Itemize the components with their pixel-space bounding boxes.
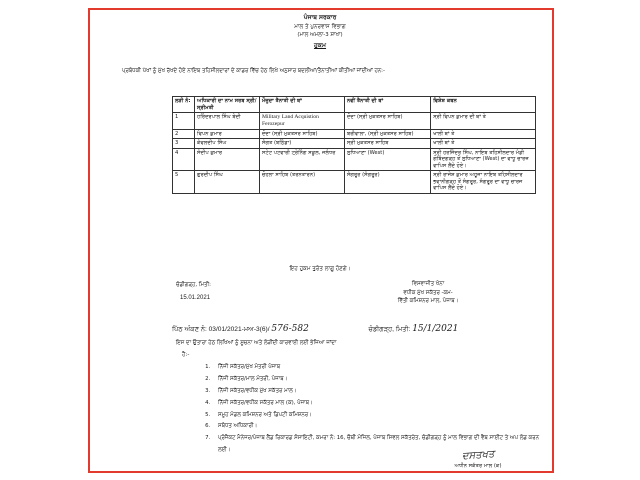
intro-paragraph: ਪ੍ਰਬੰਧਕੀ ਪੱਖਾਂ ਨੂੰ ਮੁੱਖ ਰੱਖਦੇ ਹੋਏ ਨਾਇਬ ਤਹਿਸੀਲਦਾਰਾਂ ਦੇ ਕਾਡਰ ਵਿੱਚ ਹੇਠ ਲਿਖੇ ਅਨੁਸਾਰ ਬਦਲੀਆਂ/ਤੈਨਾਤੀਆਂ ਕੀਤੀਆਂ ਜਾਂਦੀਆਂ ਹਨ:- bbox=[122, 68, 385, 74]
place-date-label: ਚੰਡੀਗੜ੍ਹ, ਮਿਤੀ: bbox=[176, 282, 211, 288]
branch-heading: (ਮਾਲ ਅਮਲਾ-3 ਸ਼ਾਖਾ) bbox=[297, 32, 343, 38]
to-label: ਹੈ:- bbox=[182, 352, 190, 358]
endorsement-date-label: ਚੰਡੀਗੜ੍ਹ, ਮਿਤੀ: bbox=[368, 326, 411, 333]
list-item: 2. ਨਿੱਜੀ ਸਕੱਤਰ/ਮਾਲ ਮੰਤਰੀ, ਪੰਜਾਬ। bbox=[212, 374, 552, 386]
cell-current: ਸੰਗਤ (ਬਠਿੰਡਾ) bbox=[260, 139, 345, 149]
order-effect-line: ਇਹ ਹੁਕਮ ਤੁਰੰਤ ਲਾਗੂ ਹੋਣਗੇ। bbox=[289, 266, 351, 272]
endorsement-prefix: ਪਿੱਠ ਅੰਕਣ ਨੰ: 03/01/2021-ਮਅ-3(6)/ bbox=[172, 326, 270, 333]
table-row bbox=[173, 148, 536, 171]
col-remarks: ਵਿਸ਼ੇਸ਼ ਕਥਨ bbox=[431, 97, 536, 113]
cell-remarks: ਸ੍ਰੀ ਵਿਪਨ ਕੁਮਾਰ ਦੀ ਥਾਂ ਤੇ bbox=[431, 113, 536, 130]
col-current-post: ਮੌਜੂਦਾ ਤੈਨਾਤੀ ਦੀ ਥਾਂ bbox=[260, 97, 345, 113]
list-item: 4. ਨਿੱਜੀ ਸਕੱਤਰ/ਵਧੀਕ ਸਕੱਤਰ ਮਾਲ (ਕ), ਪੰਜਾਬ। bbox=[212, 398, 552, 410]
col-serial: ਲੜੀ ਨੰ: bbox=[173, 97, 195, 113]
cell-name: ਹਰਿੰਦਰਪਾਲ ਸਿੰਘ ਬੇਦੀ bbox=[195, 113, 260, 130]
recipient-list bbox=[196, 362, 552, 457]
cell-name: ਗੁਰਦੀਪ ਸਿੰਘ bbox=[195, 171, 260, 194]
signatory-office: ਵਿੱਤੀ ਕਮਿਸ਼ਨਰ ਮਾਲ, ਪੰਜਾਬ। bbox=[397, 298, 459, 305]
cell-new: ਸ੍ਰੀ ਮੁਕਤਸਰ ਸਾਹਿਬ bbox=[344, 139, 430, 149]
cell-remarks: ਖਾਲੀ ਥਾਂ ਤੇ bbox=[431, 139, 536, 149]
cell-serial: 1 bbox=[173, 113, 195, 130]
cell-serial: 2 bbox=[173, 129, 195, 139]
cell-current: Military Land Acquistion Ferozepur bbox=[260, 113, 345, 130]
page-border-top bbox=[88, 8, 554, 10]
list-item: 7. ਪ੍ਰੋਜੈਕਟ ਮੈਨੇਜਰ/ਪੰਜਾਬ ਲੈਂਡ ਰਿਕਾਰਡ ਸੋਸਾਇਟੀ, ਕਮਰਾ ਨੰ: 16, ਚੌਥੀ ਮੰਜਿਲ, ਪੰਜਾਬ ਸਿਵਲ ਸਕੱਤਰੇਤ, ਚੰਡੀਗੜ੍ਹ ਨੂੰ ਮਾਲ ਵਿਭਾਗ ਦੀ ਵੈਬ ਸਾਈਟ ਤੇ ਅਪ ਲੋਡ ਕਰਨ ਲਈ। bbox=[212, 433, 552, 457]
col-officer-name: ਅਧਿਕਾਰੀ ਦਾ ਨਾਮ ਸਰਬ ਸ੍ਰੀ/ਸ੍ਰੀਮਤੀ bbox=[195, 97, 260, 113]
endorsement-date: 15/1/2021 bbox=[412, 324, 459, 334]
document-page bbox=[96, 12, 544, 468]
list-item: 1. ਨਿੱਜੀ ਸਕੱਤਰ/ਮੁੱਖ ਮੰਤਰੀ ਪੰਜਾਬ bbox=[212, 362, 552, 374]
table-row bbox=[173, 129, 536, 139]
order-title: ਹੁਕਮ bbox=[313, 42, 327, 49]
signatory-name: ਵਿਸਵਾਜੀਤ ਖੰਨਾ bbox=[411, 281, 445, 287]
list-item: 3. ਨਿੱਜੀ ਸਕੱਤਰ/ਵਧੀਕ ਮੁੱਖ ਸਕੱਤਰ ਮਾਲ। bbox=[212, 386, 552, 398]
cell-current: ਸਟੇਟ ਪਟਵਾਰੀ ਟ੍ਰੇਨਿੰਗ ਸਕੂਲ, ਜਲੰਧਰ bbox=[260, 148, 345, 171]
order-date: 15.01.2021 bbox=[180, 295, 211, 301]
department-heading: ਮਾਲ ਤੇ ਪੁਨਰਵਾਸ ਵਿਭਾਗ bbox=[294, 24, 346, 30]
cell-remarks: ਸ੍ਰੀ ਹਰਜਿੰਦਰ ਸਿੰਘ, ਨਾਇਬ ਤਹਿਸੀਲਦਾਰ ਮੰਡੀ ਗੋਬਿੰਦਗੜ੍ਹ ਤੋਂ ਲੁਧਿਆਣਾ (West) ਦਾ ਵਾਧੂ ਚਾਰਜ ਵਾਪਿਸ ਲੈਂਦੇ ਹੋਏ। bbox=[431, 148, 536, 171]
cell-current: ਦੋਦਾ (ਸ੍ਰੀ ਮੁਕਤਸਰ ਸਾਹਿਬ) bbox=[260, 129, 345, 139]
table-header-row bbox=[173, 97, 536, 113]
signatory-block bbox=[328, 280, 528, 306]
cell-new: ਸੰਗਰੂਰ (ਸੰਗਰੂਰ) bbox=[344, 171, 430, 194]
cell-current: ਚੋਹਲਾ ਸਾਹਿਬ (ਤਰਨਤਾਰਨ) bbox=[260, 171, 345, 194]
cell-serial: 3 bbox=[173, 139, 195, 149]
table-row bbox=[173, 113, 536, 130]
cell-new: ਬਰੀਵਾਲਾ, (ਸ੍ਰੀ ਮੁਕਤਸਰ ਸਾਹਿਬ) bbox=[344, 129, 430, 139]
list-item: 6. ਸਬੰਧਤ ਅਧਿਕਾਰੀ। bbox=[212, 421, 552, 433]
table-row bbox=[173, 139, 536, 149]
cell-serial: 5 bbox=[173, 171, 195, 194]
govt-heading: ਪੰਜਾਬ ਸਰਕਾਰ bbox=[303, 14, 337, 21]
transfer-table bbox=[172, 96, 536, 194]
list-item: 5. ਸਮੂਹ ਮੰਡਲ ਕਮਿਸ਼ਨਰ ਅਤੇ ਡਿਪਟੀ ਕਮਿਸ਼ਨਰ। bbox=[212, 410, 552, 422]
endorsement-number: 576-582 bbox=[271, 324, 309, 334]
undersecretary-role: ਅਧੀਨ ਸਕੱਤਰ ਮਾਲ (ਕ) bbox=[454, 462, 502, 469]
cell-name: ਕੰਵਲਦੀਪ ਸਿੰਘ bbox=[195, 139, 260, 149]
col-new-post: ਨਵੀਂ ਤੈਨਾਤੀ ਦੀ ਥਾਂ bbox=[344, 97, 430, 113]
cell-remarks: ਸ੍ਰੀ ਰਾਜੇਸ਼ ਕੁਮਾਰ ਅਹੂਜਾ ਨਾਇਬ ਤਹਿਸੀਲਦਾਰ ਭਵਾਨੀਗੜ੍ਹ ਤੋਂ ਸੰਗਰੂਰ, ਸੰਗਰੂਰ ਦਾ ਵਾਧੂ ਚਾਰਜ ਵਾਪਿਸ ਲੈਂਦੇ ਹੋਏ। bbox=[431, 171, 536, 194]
cell-name: ਵਿਪਨ ਕੁਮਾਰ bbox=[195, 129, 260, 139]
table-row bbox=[173, 171, 536, 194]
undersecretary-signature bbox=[418, 450, 538, 469]
signature-scrawl: ਦਸਤਖਤ bbox=[461, 448, 495, 463]
copy-intro: ਇਸ ਦਾ ਉਤਾਰਾ ਹੇਠ ਲਿਖਿਆਂ ਨੂੰ ਸੂਚਨਾ ਅਤੇ ਲੋੜੀਂਦੀ ਕਾਰਵਾਈ ਲਈ ਭੇਜਿਆ ਜਾਂਦਾ bbox=[176, 340, 337, 346]
endorsement-line bbox=[172, 324, 552, 335]
page-border-bottom bbox=[88, 471, 554, 473]
cell-serial: 4 bbox=[173, 148, 195, 171]
cell-remarks: ਖਾਲੀ ਥਾਂ ਤੇ bbox=[431, 129, 536, 139]
cell-new: ਲੁਧਿਆਣਾ (West) bbox=[344, 148, 430, 171]
cell-new: ਦੋਦਾ (ਸ੍ਰੀ ਮੁਕਤਸਰ ਸਾਹਿਬ) bbox=[344, 113, 430, 130]
signatory-designation: ਵਧੀਕ ਮੁੱਖ ਸਕੱਤਰ -ਕਮ- bbox=[403, 289, 453, 296]
cell-name: ਸੰਦੀਪ ਕੁਮਾਰ bbox=[195, 148, 260, 171]
